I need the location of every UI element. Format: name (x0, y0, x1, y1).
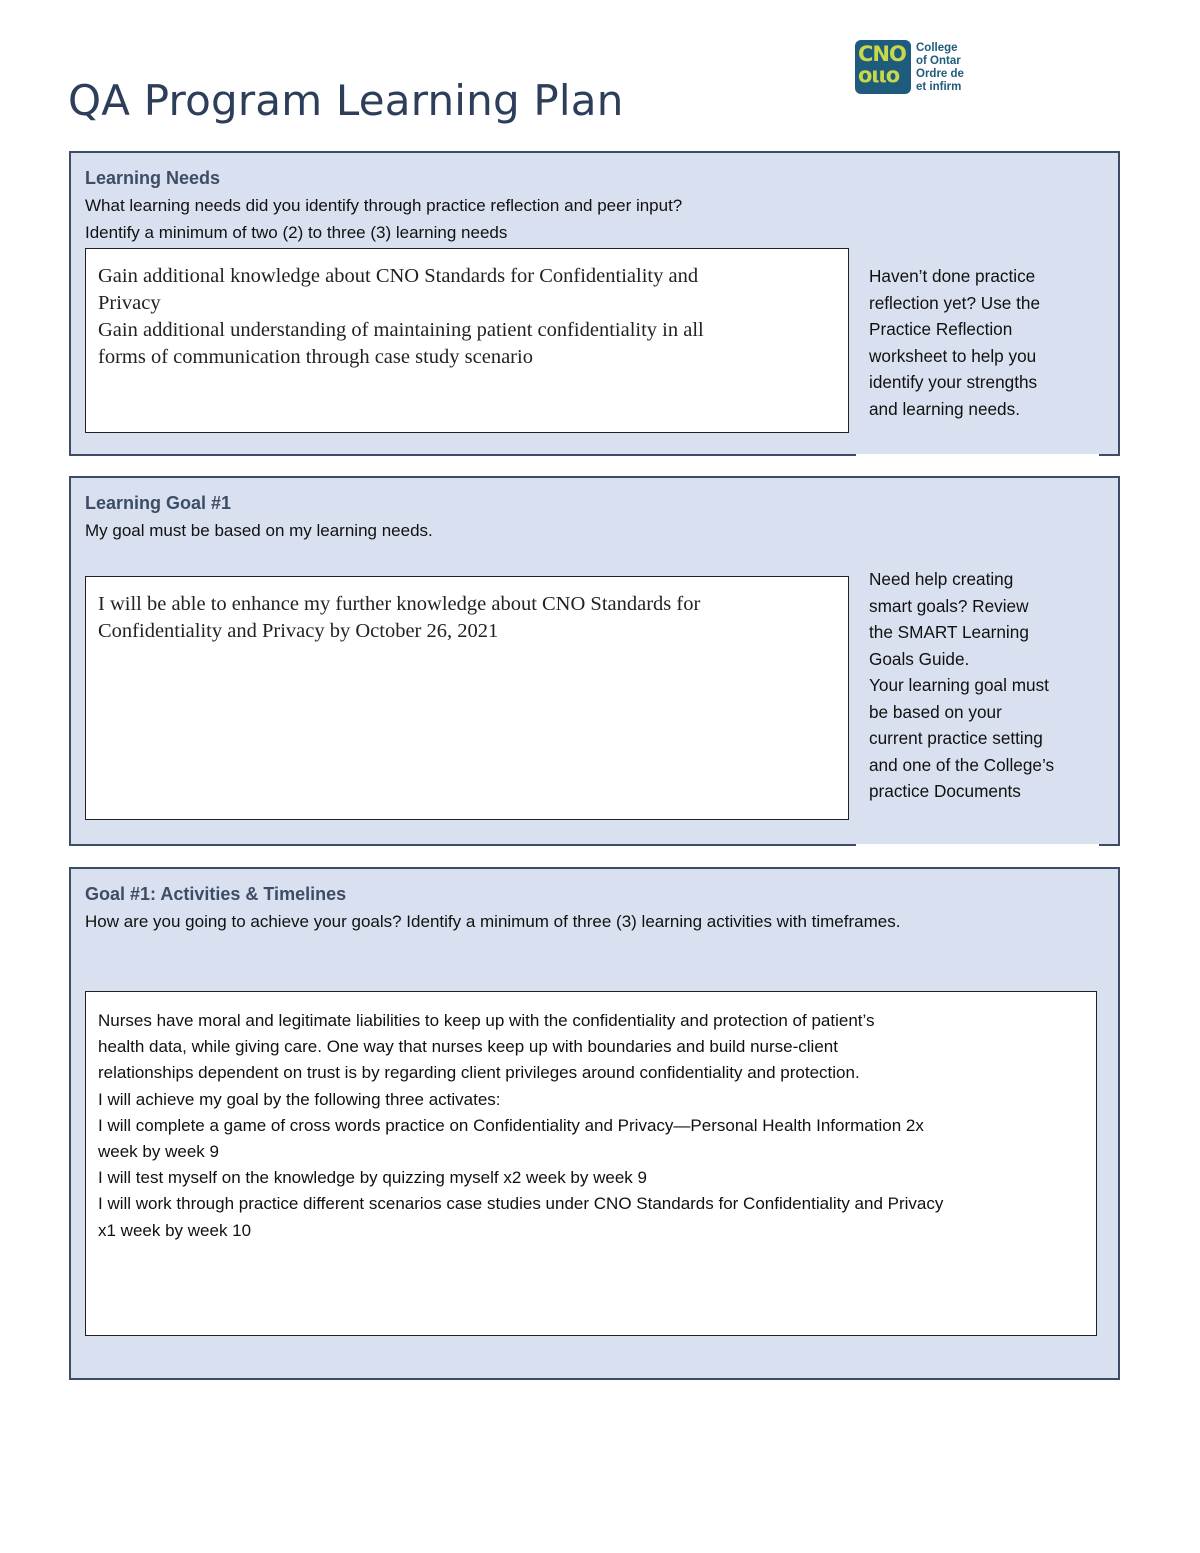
tip-line: Need help creating (869, 569, 1014, 589)
answer-line: forms of communication through case study scenario (98, 346, 533, 368)
logo-mark-line-2: οιιο (858, 63, 900, 87)
tip-line: Goals Guide. (869, 648, 970, 669)
activities-answer (98, 1008, 1084, 1244)
answer-line: Confidentiality and Privacy by October 26, 2021 (98, 620, 499, 642)
tip-line: be based on your (869, 701, 1002, 722)
border-gap (856, 454, 1099, 456)
logo-text-line: of Ontar (916, 55, 961, 67)
answer-line: Privacy (98, 292, 161, 314)
learning-goal-heading: Learning Goal #1 (85, 493, 232, 513)
activities-heading: Goal #1: Activities & Timelines (85, 884, 347, 904)
answer-line: I will complete a game of cross words practice on Confidentiality and Privacy—Personal Health Information 2x (98, 1115, 924, 1135)
answer-line: I will be able to enhance my further knowledge about CNO Standards for (98, 593, 701, 615)
learning-needs-prompt: Identify a minimum of two (2) to three (3) learning needs (85, 223, 508, 242)
border-gap (856, 844, 1099, 846)
learning-needs-answer (98, 263, 832, 371)
answer-line: week by week 9 (98, 1142, 219, 1162)
answer-line: x1 week by week 10 (98, 1220, 252, 1240)
answer-line: I will achieve my goal by the following three activates: (98, 1089, 501, 1109)
activities-section (69, 867, 1120, 1380)
answer-line: relationships dependent on trust is by regarding client privileges around confidentiality and protection. (98, 1063, 860, 1083)
answer-line: I will work through practice different scenarios case studies under CNO Standards for Confidentiality and Privacy (98, 1194, 944, 1214)
logo-text-line: Ordre de (916, 68, 964, 80)
tip-line: identify your strengths (869, 372, 1038, 392)
cno-logo (855, 40, 980, 96)
answer-line: Gain additional understanding of maintaining patient confidentiality in all (98, 319, 704, 341)
activities-prompt: How are you going to achieve your goals? Identify a minimum of three (3) learning activities with timeframes. (85, 912, 901, 931)
tip-line: Practice Reflection (869, 319, 1013, 339)
smart-goals-tip (869, 566, 1099, 805)
logo-mark-line-1: CNO (858, 42, 906, 66)
learning-goal-section (69, 476, 1120, 846)
learning-goal-prompt: My goal must be based on my learning needs. (85, 521, 433, 540)
tip-line: the SMART Learning (869, 622, 1029, 642)
tip-line: and learning needs. (869, 398, 1020, 419)
learning-needs-prompt: What learning needs did you identify through practice reflection and peer input? (85, 196, 683, 215)
answer-line: Gain additional knowledge about CNO Standards for Confidentiality and (98, 265, 699, 287)
tip-line: and one of the College’s (869, 754, 1055, 775)
tip-line: practice Documents (869, 781, 1021, 801)
learning-goal-input[interactable] (85, 576, 849, 820)
logo-text-line: College (916, 42, 958, 54)
learning-needs-input[interactable] (85, 248, 849, 433)
practice-reflection-tip (869, 263, 1099, 422)
learning-needs-heading: Learning Needs (85, 168, 221, 188)
answer-line: I will test myself on the knowledge by quizzing myself x2 week by week 9 (98, 1168, 647, 1188)
tip-line: smart goals? Review (869, 595, 1029, 616)
tip-line: current practice setting (869, 728, 1043, 748)
tip-line: reflection yet? Use the (869, 292, 1041, 313)
page-title: QA Program Learning Plan (68, 76, 624, 125)
tip-line: worksheet to help you (869, 345, 1037, 366)
tip-line: Haven’t done practice (869, 266, 1036, 286)
tip-line: Your learning goal must (869, 675, 1049, 695)
logo-text-line: et infirm (916, 81, 962, 93)
answer-line: health data, while giving care. One way that nurses keep up with boundaries and build nurse-client (98, 1037, 838, 1057)
answer-line: Nurses have moral and legitimate liabilities to keep up with the confidentiality and protection of patient’s (98, 1011, 875, 1030)
logo-text (916, 42, 980, 94)
learning-needs-section (69, 151, 1120, 456)
activities-input[interactable] (85, 991, 1097, 1336)
cno-logo-mark (855, 40, 911, 94)
learning-goal-answer (98, 591, 832, 645)
